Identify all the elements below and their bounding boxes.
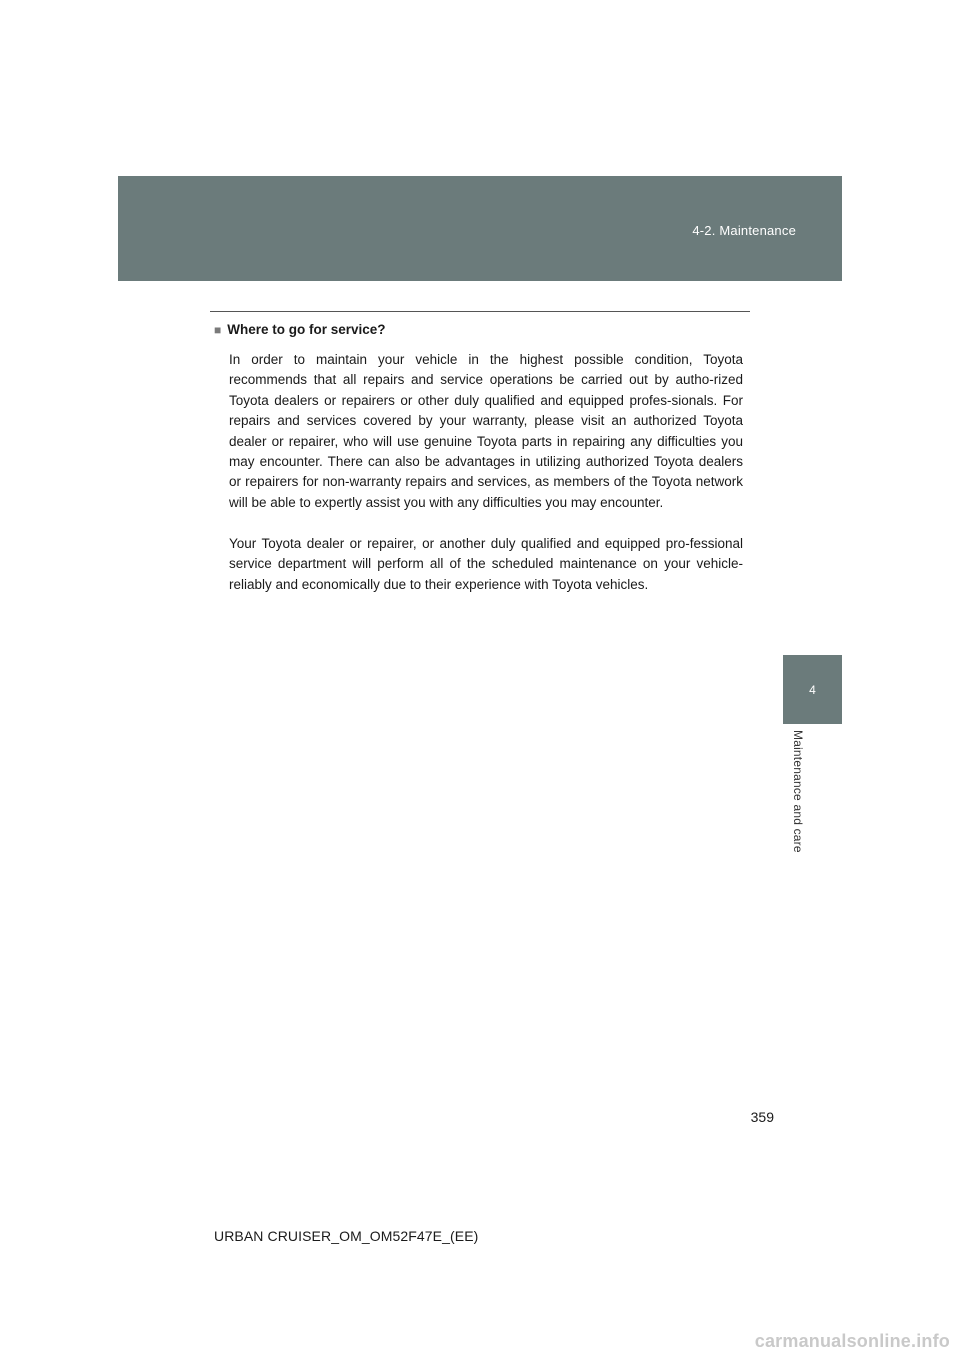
heading-text: Where to go for service? bbox=[227, 322, 386, 337]
section-divider bbox=[210, 311, 750, 312]
header-band bbox=[118, 176, 842, 281]
square-bullet-icon: ■ bbox=[214, 323, 222, 337]
paragraph-dealer: Your Toyota dealer or repairer, or another duly qualified and equipped pro-fessional service department will perform all of the scheduled maintenance on your vehicle-reliably and economically due to their experience with Toyota vehicles. bbox=[229, 536, 743, 592]
paragraph-service: In order to maintain your vehicle in the highest possible condition, Toyota recommends that all repairs and service operations be carried out by autho-rized Toyota dealers or repairers or other duly qualified and equipped profes-sionals. For repairs and services covered by your warranty, please visit an authorized Toyota dealer or repairer, who will use genuine Toyota parts in repairing any difficulties you may encounter. There can also be advantages in utilizing authorized Toyota dealers or repairers for non-warranty repairs and services, as members of the Toyota network will be able to expertly assist you with any difficulties you may encounter. bbox=[229, 352, 743, 510]
section-heading bbox=[214, 322, 754, 337]
page-number: 359 bbox=[750, 1109, 774, 1125]
section-title: 4-2. Maintenance bbox=[692, 223, 796, 238]
chapter-number: 4 bbox=[809, 683, 816, 697]
chapter-title: Maintenance and care bbox=[791, 730, 805, 853]
watermark: carmanualsonline.info bbox=[754, 1331, 950, 1351]
document-code: URBAN CRUISER_OM_OM52F47E_(EE) bbox=[214, 1228, 479, 1244]
chapter-tab bbox=[783, 655, 842, 724]
